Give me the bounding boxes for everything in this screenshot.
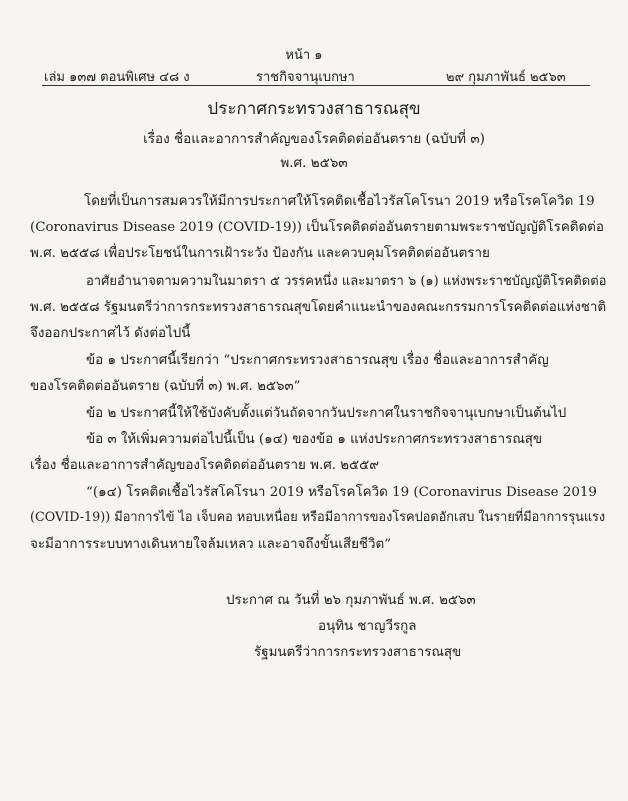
gazette-publication: ราชกิจจานุเบกษา — [256, 70, 355, 85]
body-line: (Coronavirus Disease 2019 (COVID-19)) เป็นโรคติดต่ออันตรายตามพระราชบัญญัติโรคติดต่อ — [30, 220, 604, 235]
body-line: จะมีอาการระบบทางเดินหายใจล้มเหลว และอาจถึงขั้นเสียชีวิต” — [30, 537, 392, 552]
announcement-subject: เรื่อง ชื่อและอาการสำคัญของโรคติดต่ออันตราย (ฉบับที่ ๓) — [143, 131, 485, 147]
gazette-volume: เล่ม ๑๓๗ ตอนพิเศษ ๔๘ ง — [44, 70, 190, 85]
body-line: ของโรคติดต่ออันตราย (ฉบับที่ ๓) พ.ศ. ๒๕๖๓” — [30, 379, 301, 394]
clause-2: ข้อ ๒ ประกาศนี้ให้ใช้บังคับตั้งแต่วันถัดจากวันประกาศในราชกิจจานุเบกษาเป็นต้นไป — [86, 406, 567, 421]
clause-1: ข้อ ๑ ประกาศนี้เรียกว่า “ประกาศกระทรวงสาธารณสุข เรื่อง ชื่อและอาการสำคัญ — [86, 353, 549, 368]
announcement-year: พ.ศ. ๒๕๖๓ — [280, 155, 348, 171]
clause-14: “(๑๔) โรคติดเชื้อไวรัสโคโรนา 2019 หรือโรคโควิด 19 (Coronavirus Disease 2019 — [86, 485, 597, 500]
body-line: (COVID-19)) มีอาการไข้ ไอ เจ็บคอ หอบเหนื่อย หรือมีอาการของโรคปอดอักเสบ ในรายที่มีอาการรุนแรง — [30, 510, 606, 525]
body-line: อาศัยอำนาจตามความในมาตรา ๕ วรรคหนึ่ง และมาตรา ๖ (๑) แห่งพระราชบัญญัติโรคติดต่อ — [86, 274, 607, 289]
gazette-page-label: หน้า ๑ — [285, 48, 323, 63]
header-divider — [42, 85, 590, 86]
announcement-date: ประกาศ ณ วันที่ ๒๖ กุมภาพันธ์ พ.ศ. ๒๕๖๓ — [226, 593, 476, 608]
body-line: พ.ศ. ๒๕๕๘ เพื่อประโยชน์ในการเฝ้าระวัง ป้องกัน และควบคุมโรคติดต่ออันตราย — [30, 246, 490, 261]
body-line: พ.ศ. ๒๕๕๘ รัฐมนตรีว่าการกระทรวงสาธารณสุขโดยคำแนะนำของคณะกรรมการโรคติดต่อแห่งชาติ — [30, 300, 607, 315]
announcement-title: ประกาศกระทรวงสาธารณสุข — [207, 99, 421, 119]
gazette-date: ๒๙ กุมภาพันธ์ ๒๕๖๓ — [446, 70, 566, 85]
body-line: จึงออกประกาศไว้ ดังต่อไปนี้ — [30, 326, 191, 341]
body-line: เรื่อง ชื่อและอาการสำคัญของโรคติดต่ออันตราย พ.ศ. ๒๕๕๙ — [30, 458, 380, 473]
signatory-name: อนุทิน ชาญวีรกูล — [318, 619, 417, 634]
signatory-position: รัฐมนตรีว่าการกระทรวงสาธารณสุข — [254, 645, 462, 660]
clause-3: ข้อ ๓ ให้เพิ่มความต่อไปนี้เป็น (๑๔) ของข้อ ๑ แห่งประกาศกระทรวงสาธารณสุข — [86, 432, 543, 447]
body-line: โดยที่เป็นการสมควรให้มีการประกาศให้โรคติดเชื้อไวรัสโคโรนา 2019 หรือโรคโควิด 19 — [84, 194, 595, 209]
